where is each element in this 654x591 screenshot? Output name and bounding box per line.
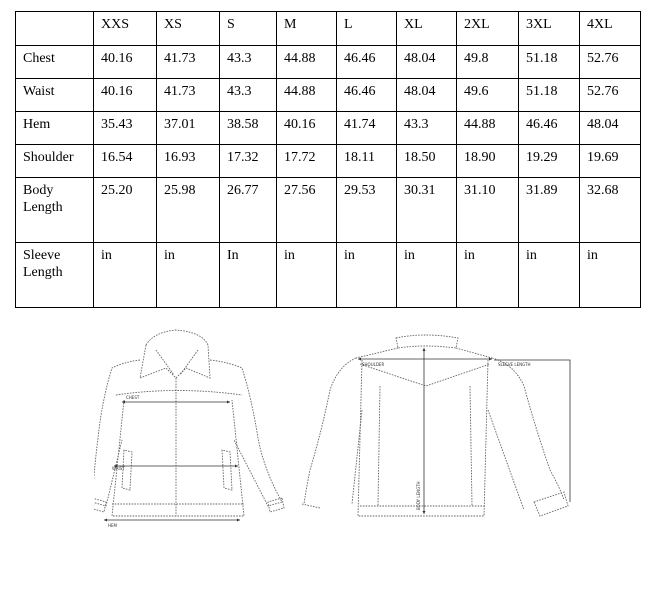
table-cell: in xyxy=(337,243,397,308)
table-cell: 43.3 xyxy=(220,46,277,79)
table-cell: 32.68 xyxy=(580,178,641,243)
row-label: Waist xyxy=(16,79,94,112)
sleeve-length-label: SLEEVE LENGTH xyxy=(498,362,531,367)
table-cell: 37.01 xyxy=(157,112,220,145)
table-cell: 43.3 xyxy=(397,112,457,145)
row-label: Sleeve Length xyxy=(16,243,94,308)
table-cell: 35.43 xyxy=(94,112,157,145)
table-cell: 26.77 xyxy=(220,178,277,243)
header-cell: 3XL xyxy=(519,12,580,46)
table-cell: 41.73 xyxy=(157,79,220,112)
table-cell: 18.90 xyxy=(457,145,519,178)
table-cell: In xyxy=(220,243,277,308)
table-cell: 44.88 xyxy=(277,46,337,79)
hem-label: HEM xyxy=(108,523,117,528)
table-cell: 25.20 xyxy=(94,178,157,243)
table-cell: 49.6 xyxy=(457,79,519,112)
table-cell: 48.04 xyxy=(397,79,457,112)
table-cell: 48.04 xyxy=(580,112,641,145)
table-row xyxy=(16,112,641,145)
table-cell: 46.46 xyxy=(337,79,397,112)
table-cell: 29.53 xyxy=(337,178,397,243)
jacket-measurement-diagram xyxy=(94,320,594,535)
table-cell: 41.73 xyxy=(157,46,220,79)
table-cell: in xyxy=(519,243,580,308)
table-cell: 31.10 xyxy=(457,178,519,243)
table-cell: 48.04 xyxy=(397,46,457,79)
table-cell: in xyxy=(157,243,220,308)
table-cell: 31.89 xyxy=(519,178,580,243)
table-cell: 49.8 xyxy=(457,46,519,79)
table-cell: 40.16 xyxy=(277,112,337,145)
table-cell: in xyxy=(397,243,457,308)
table-cell: 52.76 xyxy=(580,46,641,79)
table-cell: 40.16 xyxy=(94,46,157,79)
table-cell: 30.31 xyxy=(397,178,457,243)
header-cell: XXS xyxy=(94,12,157,46)
table-cell: 17.32 xyxy=(220,145,277,178)
table-header-row xyxy=(16,12,641,46)
table-cell: 51.18 xyxy=(519,46,580,79)
header-cell: 4XL xyxy=(580,12,641,46)
front-measurement-lines xyxy=(104,402,240,520)
table-cell: 19.69 xyxy=(580,145,641,178)
table-cell: 44.88 xyxy=(457,112,519,145)
table-cell: 16.93 xyxy=(157,145,220,178)
table-cell: 51.18 xyxy=(519,79,580,112)
header-cell: XL xyxy=(397,12,457,46)
row-label: Hem xyxy=(16,112,94,145)
header-cell: 2XL xyxy=(457,12,519,46)
table-row xyxy=(16,243,641,308)
header-cell: S xyxy=(220,12,277,46)
waist-label: WAIST xyxy=(112,466,125,471)
table-cell: 52.76 xyxy=(580,79,641,112)
row-label: Body Length xyxy=(16,178,94,243)
table-cell: 46.46 xyxy=(519,112,580,145)
table-cell: 41.74 xyxy=(337,112,397,145)
table-cell: 43.3 xyxy=(220,79,277,112)
row-label: Chest xyxy=(16,46,94,79)
table-cell: 16.54 xyxy=(94,145,157,178)
jacket-front-illustration xyxy=(94,330,284,516)
table-cell: 18.11 xyxy=(337,145,397,178)
header-cell: M xyxy=(277,12,337,46)
header-cell: XS xyxy=(157,12,220,46)
body-length-label: BODY LENGTH xyxy=(416,481,421,510)
chest-label: CHEST xyxy=(126,395,140,400)
table-cell: in xyxy=(94,243,157,308)
table-cell: 17.72 xyxy=(277,145,337,178)
table-row xyxy=(16,46,641,79)
table-cell: 40.16 xyxy=(94,79,157,112)
header-cell: L xyxy=(337,12,397,46)
table-cell: 19.29 xyxy=(519,145,580,178)
shoulder-label: SHOULDER xyxy=(362,362,385,367)
table-cell: in xyxy=(457,243,519,308)
table-cell: 25.98 xyxy=(157,178,220,243)
row-label: Shoulder xyxy=(16,145,94,178)
table-row xyxy=(16,79,641,112)
header-cell xyxy=(16,12,94,46)
table-cell: 44.88 xyxy=(277,79,337,112)
table-row xyxy=(16,178,641,243)
table-cell: in xyxy=(277,243,337,308)
size-chart-table xyxy=(15,11,641,308)
table-cell: 27.56 xyxy=(277,178,337,243)
table-cell: in xyxy=(580,243,641,308)
table-cell: 46.46 xyxy=(337,46,397,79)
table-row xyxy=(16,145,641,178)
table-cell: 38.58 xyxy=(220,112,277,145)
table-cell: 18.50 xyxy=(397,145,457,178)
